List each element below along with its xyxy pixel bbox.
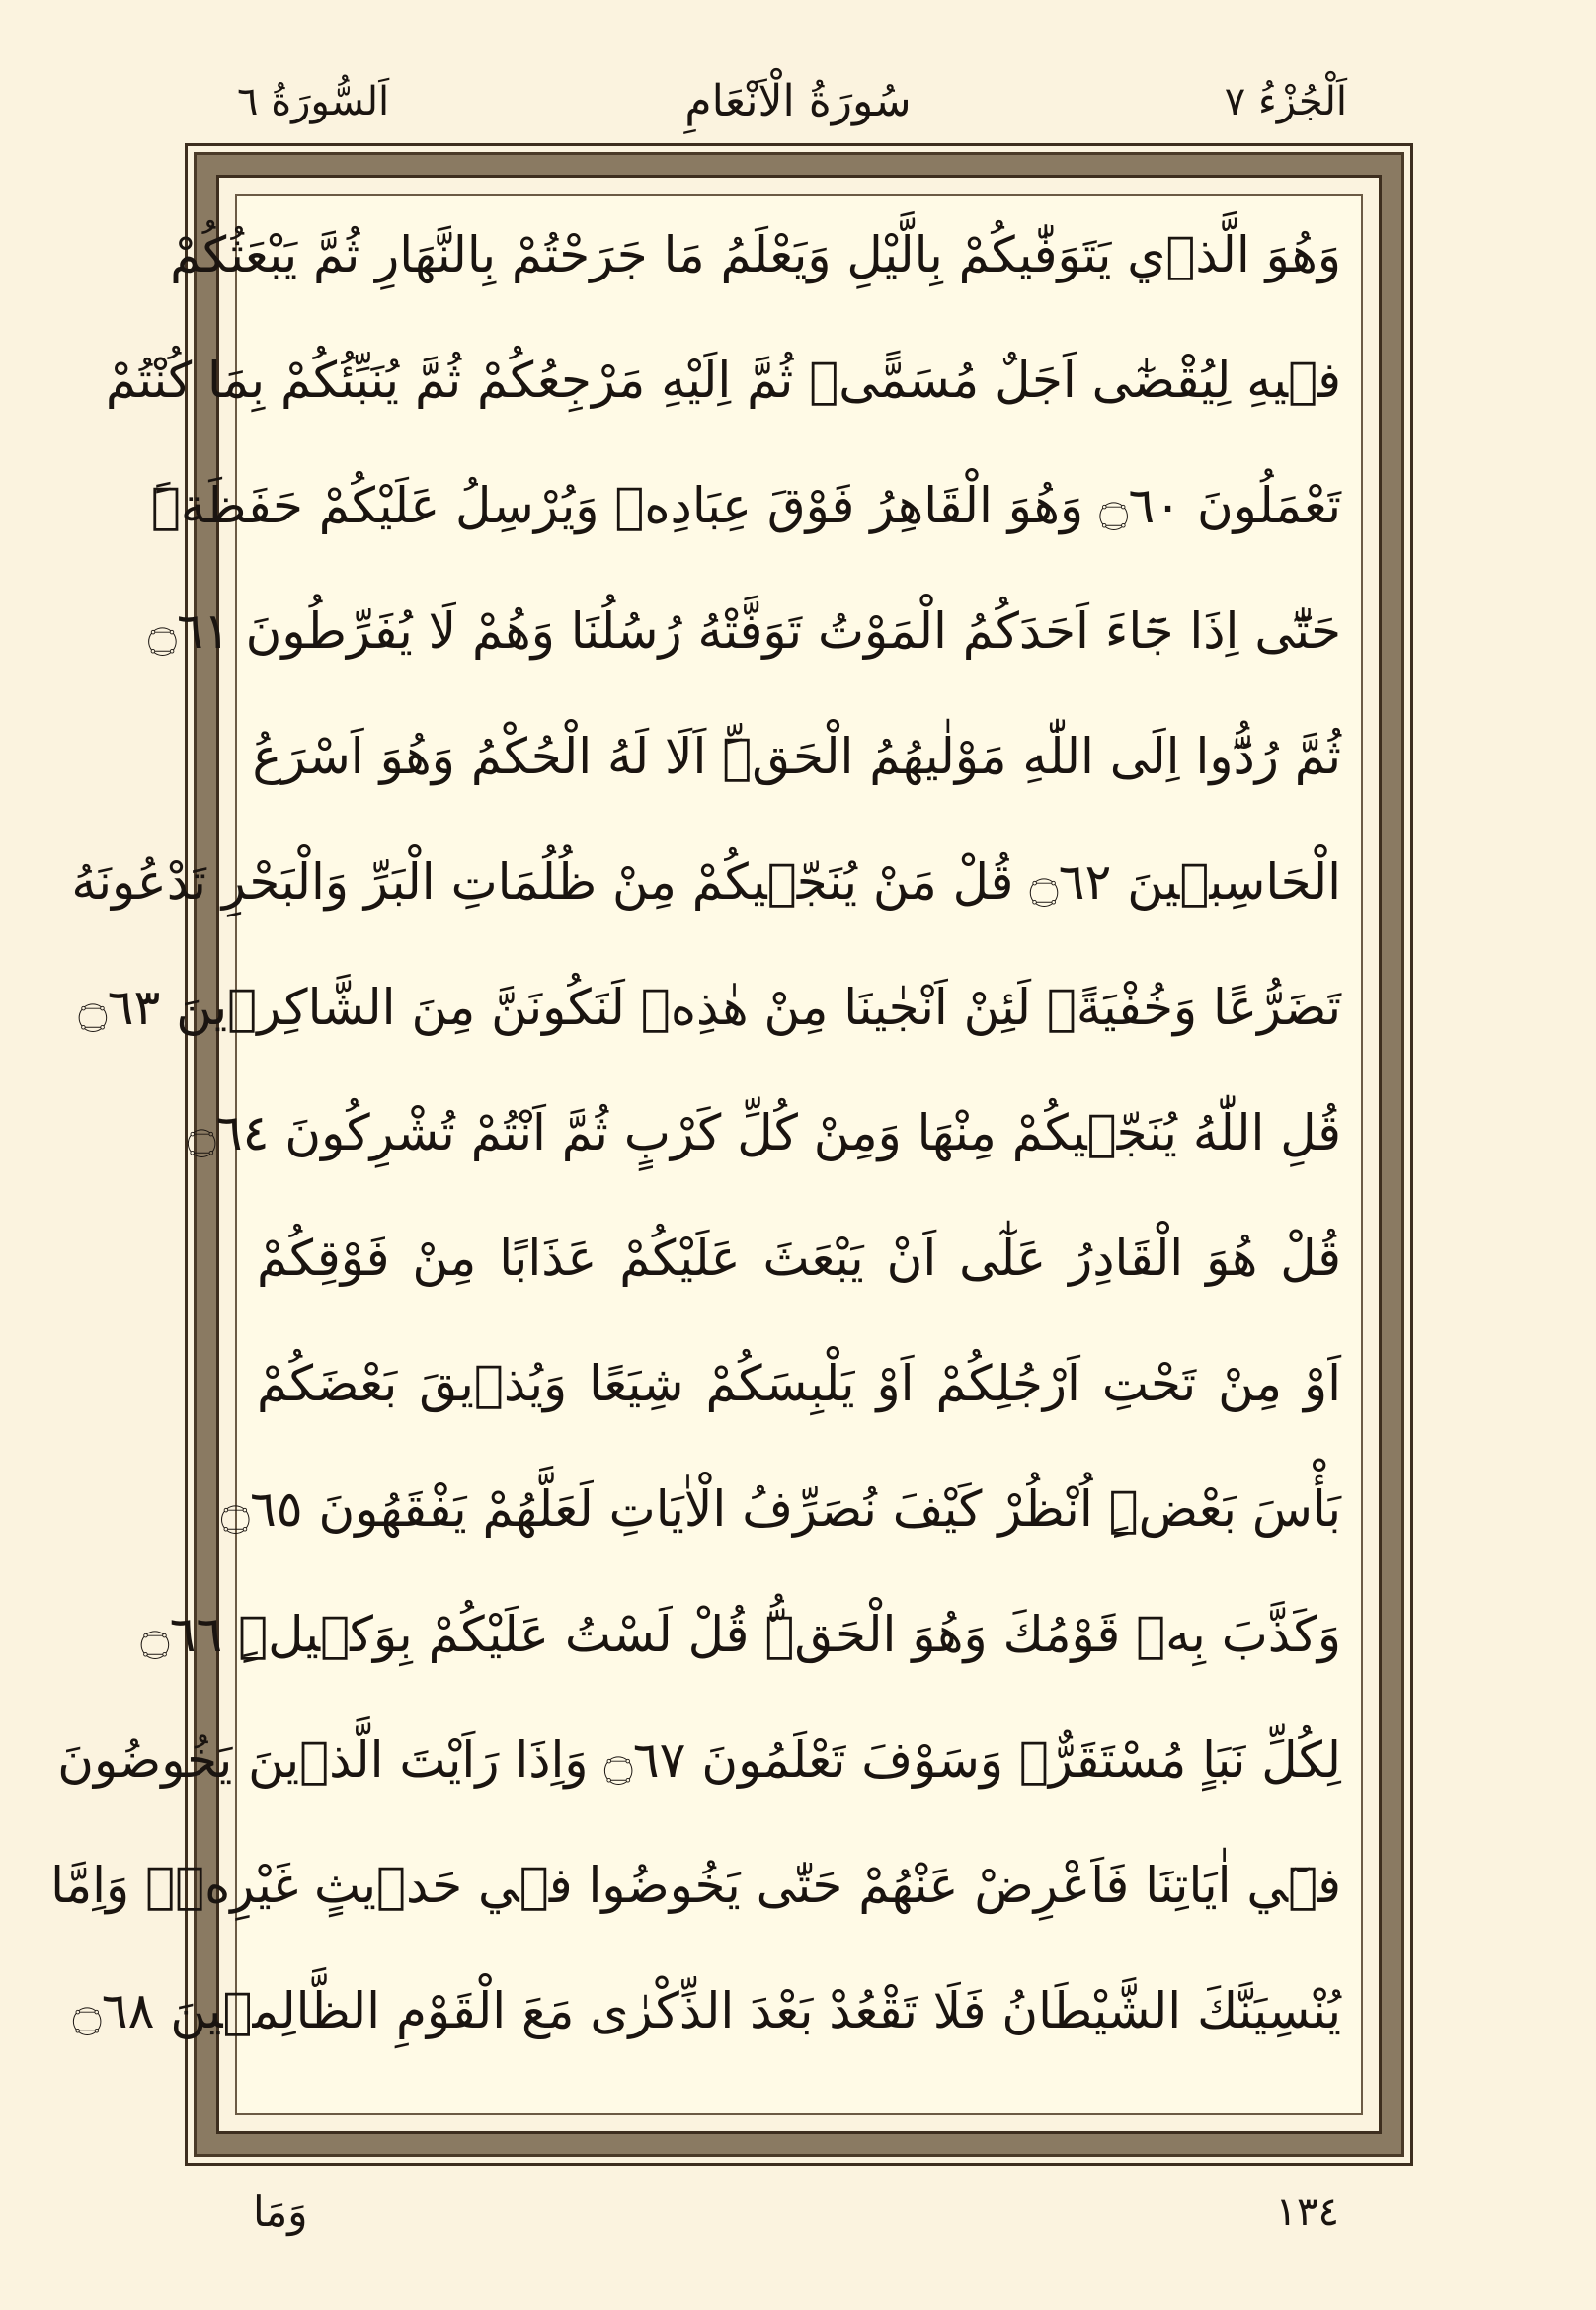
quran-text-area bbox=[50, 194, 1363, 2115]
surah-number-label: اَلسُّورَةُ ٦ bbox=[237, 79, 390, 124]
text-line: الْحَاسِب۪ينَ ۝٦٢ قُلْ مَنْ يُنَجّ۪يكُمْ مِنْ ظُلُمَاتِ الْبَرِّ وَالْبَحْرِ تَدْعُونَهُ bbox=[71, 853, 1341, 911]
catchword: وَمَا bbox=[253, 2188, 308, 2236]
text-line: حَتّٰٓى اِذَا جَٓاءَ اَحَدَكُمُ الْمَوْتُ تَوَفَّتْهُ رُسُلُنَا وَهُمْ لَا يُفَرِّطُونَ ۝٦١ bbox=[147, 602, 1341, 660]
page-number: ١٣٤ bbox=[1275, 2190, 1339, 2235]
text-line: يُنْسِيَنَّكَ الشَّيْطَانُ فَلَا تَقْعُدْ بَعْدَ الذِّكْرٰى مَعَ الْقَوْمِ الظَّالِم۪ينَ ۝٦٨ bbox=[72, 1982, 1341, 2039]
juz-label: اَلْجُزْءُ ٧ bbox=[1224, 79, 1347, 124]
text-line: ف۪ٓي اٰيَاتِنَا فَاَعْرِضْ عَنْهُمْ حَتّٰى يَخُوضُوا ف۪ي حَد۪يثٍ غَيْرِه۪ۜ وَاِمَّا bbox=[50, 1857, 1341, 1914]
text-line: قُلْ هُوَ الْقَادِرُ عَلٰٓى اَنْ يَبْعَثَ عَلَيْكُمْ عَذَابًا مِنْ فَوْقِكُمْ bbox=[257, 1230, 1341, 1287]
text-line: قُلِ اللّٰهُ يُنَجّ۪يكُمْ مِنْهَا وَمِنْ كُلِّ كَرْبٍ ثُمَّ اَنْتُمْ تُشْرِكُونَ ۝٦٤ bbox=[187, 1104, 1341, 1161]
text-line: بَأْسَ بَعْضٍۜ اُنْظُرْ كَيْفَ نُصَرِّفُ الْاٰيَاتِ لَعَلَّهُمْ يَفْقَهُونَ ۝٦٥ bbox=[220, 1480, 1341, 1538]
text-line: وَكَذَّبَ بِه۪ قَوْمُكَ وَهُوَ الْحَقُّۜ قُلْ لَسْتُ عَلَيْكُمْ بِوَك۪يلٍۜ ۝٦٦ bbox=[140, 1606, 1341, 1663]
text-line: ف۪يهِ لِيُقْضٰٓى اَجَلٌ مُسَمًّىۚ ثُمَّ اِلَيْهِ مَرْجِعُكُمْ ثُمَّ يُنَبِّئُكُمْ بِمَا كُنْتُمْ bbox=[105, 352, 1341, 409]
text-line: ثُمَّ رُدُّٓوا اِلَى اللّٰهِ مَوْلٰيهُمُ الْحَقِّۜ اَلَا لَهُ الْحُكْمُ وَهُوَ اَسْرَعُ bbox=[252, 728, 1341, 785]
text-line: لِكُلِّ نَبَاٍ مُسْتَقَرٌّۘ وَسَوْفَ تَعْلَمُونَ ۝٦٧ وَاِذَا رَاَيْتَ الَّذ۪ينَ يَخُوضُونَ bbox=[57, 1731, 1341, 1789]
text-line: تَضَرُّعًا وَخُفْيَةًۚ لَئِنْ اَنْجٰينَا مِنْ هٰذِه۪ لَنَكُونَنَّ مِنَ الشَّاكِر۪ينَ ۝٦٣ bbox=[78, 979, 1341, 1036]
text-line: تَعْمَلُونَ ۝٦٠ وَهُوَ الْقَاهِرُ فَوْقَ عِبَادِه۪ وَيُرْسِلُ عَلَيْكُمْ حَفَظَةًۜ bbox=[150, 477, 1341, 534]
text-line: وَهُوَ الَّذ۪ي يَتَوَفّٰيكُمْ بِالَّيْلِ وَيَعْلَمُ مَا جَرَحْتُمْ بِالنَّهَارِ ثُمَّ يَبْعَثُكُمْ bbox=[170, 226, 1341, 283]
surah-title: سُورَةُ الْاَنْعَامِ bbox=[684, 76, 912, 126]
text-line: اَوْ مِنْ تَحْتِ اَرْجُلِكُمْ اَوْ يَلْبِسَكُمْ شِيَعًا وَيُذ۪يقَ بَعْضَكُمْ bbox=[257, 1355, 1341, 1412]
